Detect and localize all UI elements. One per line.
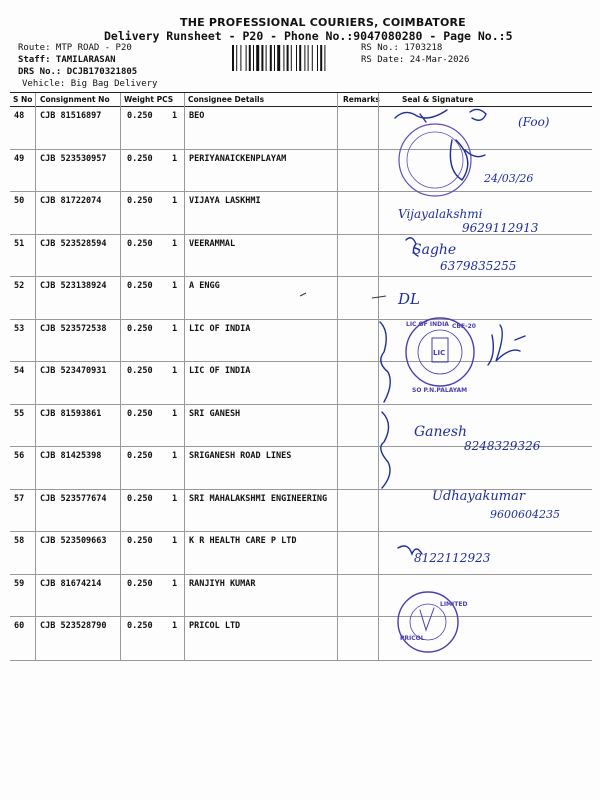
cell-consignee: LIC OF INDIA: [189, 366, 251, 376]
cell-consignment: CJB 81425398: [40, 451, 102, 461]
cell-consignment: CJB 523530957: [40, 153, 107, 164]
bracket-mark: [380, 322, 390, 402]
cell-consignee: SRI GANESH: [189, 408, 241, 419]
cell-consignee: A ENGG: [189, 281, 220, 291]
cell-sno: 52: [14, 281, 25, 291]
cell-consignment: CJB 523509663: [40, 536, 107, 546]
route-label: Route: MTP ROAD - P20: [18, 43, 132, 53]
cell-pcs: 1: [172, 366, 178, 376]
hand-sig-55: Ganesh: [414, 424, 468, 440]
cell-sno: 48: [14, 111, 25, 121]
col-header-remarks: Remarks: [343, 95, 380, 104]
col-header-sno: S No: [13, 95, 33, 104]
company-title: THE PROFESSIONAL COURIERS, COIMBATORE: [180, 16, 466, 29]
cell-consignment: CJB 523138924: [40, 281, 107, 291]
staff-label: Staff: TAMILARASAN: [18, 55, 116, 65]
hand-sig-50: Vijayalakshmi: [398, 207, 483, 221]
cell-pcs: 1: [172, 196, 178, 206]
hand-sig-57: Udhayakumar: [432, 489, 526, 504]
cell-consignment: CJB 523470931: [40, 366, 107, 376]
cell-consignee: PRICOL LTD: [189, 621, 241, 631]
cell-consignee: SRIGANESH ROAD LINES: [189, 451, 292, 461]
signature-scribble: [395, 109, 486, 122]
cell-sno: 51: [14, 238, 25, 249]
cell-sno: 53: [14, 323, 25, 334]
cell-consignee: K R HEALTH CARE P LTD: [189, 536, 297, 546]
runsheet-title: Delivery Runsheet - P20 - Phone No.:9047080280 - Page No.:5: [104, 29, 513, 43]
cell-pcs: 1: [172, 111, 178, 121]
cell-pcs: 1: [172, 493, 178, 504]
cell-weight: 0.250: [127, 536, 153, 546]
cell-consignee: PERIYANAICKENPLAYAM: [189, 153, 287, 164]
cell-consignee: LIC OF INDIA: [189, 323, 251, 334]
cell-sno: 49: [14, 153, 25, 164]
hand-phone-57: 9600604235: [490, 508, 560, 521]
hand-phone-50: 9629112913: [462, 221, 539, 235]
cell-consignee: VEERAMMAL: [189, 238, 236, 249]
cell-consignment: CJB 81593861: [40, 408, 102, 419]
col-header-seal: Seal & Signature: [402, 95, 474, 104]
cell-sno: 57: [14, 493, 25, 504]
cell-weight: 0.250: [127, 493, 153, 504]
cell-sno: 58: [14, 536, 25, 546]
hand-phone-58: 8122112923: [414, 551, 491, 565]
lic-stamp-logo: LIC: [433, 349, 446, 357]
cell-pcs: 1: [172, 153, 178, 164]
lic-stamp-text: LIC OF INDIA: [406, 321, 449, 328]
hand-phone-55: 8248329326: [464, 439, 541, 453]
col-header-weight-pcs: Weight PCS: [124, 95, 174, 104]
pricol-stamp-sub: PRICOL: [400, 635, 425, 642]
bank-stamp: [399, 124, 471, 196]
cell-weight: 0.250: [127, 323, 153, 334]
col-header-consignment: Consignment No: [40, 95, 110, 104]
vehicle-label: Vehicle: Big Bag Delivery: [22, 79, 158, 89]
cell-weight: 0.250: [127, 281, 153, 291]
cell-sno: 59: [14, 578, 25, 589]
cell-weight: 0.250: [127, 451, 153, 461]
rs-number: RS No.: 1703218: [361, 43, 443, 53]
rs-date: RS Date: 24-Mar-2026: [361, 55, 470, 65]
cell-sno: 60: [14, 621, 25, 631]
hand-sig-51: Saghe: [412, 242, 457, 258]
bracket-mark: [381, 412, 390, 488]
col-header-consignee: Consignee Details: [188, 95, 265, 104]
hand-note-48: (Foo): [518, 115, 550, 129]
cell-consignment: CJB 81516897: [40, 111, 102, 121]
cell-pcs: 1: [172, 578, 178, 589]
cell-sno: 50: [14, 196, 25, 206]
cell-weight: 0.250: [127, 408, 153, 419]
cell-pcs: 1: [172, 451, 178, 461]
cell-consignee: RANJIYH KUMAR: [189, 578, 256, 589]
lic-stamp-branch: CBE-20: [452, 323, 476, 330]
cell-weight: 0.250: [127, 366, 153, 376]
cell-weight: 0.250: [127, 621, 153, 631]
cell-weight: 0.250: [127, 196, 153, 206]
lic-stamp-sub: SO P.N.PALAYAM: [412, 387, 468, 394]
cell-consignment: CJB 523572538: [40, 323, 107, 334]
cell-pcs: 1: [172, 536, 178, 546]
drs-number: DRS No.: DCJB170321805: [18, 67, 138, 77]
cell-weight: 0.250: [127, 111, 153, 121]
cell-sno: 56: [14, 451, 25, 461]
remark-mark: [372, 296, 386, 298]
cell-sno: 54: [14, 366, 25, 376]
cell-pcs: 1: [172, 238, 178, 249]
cell-consignment: CJB 523528790: [40, 621, 107, 631]
cell-sno: 55: [14, 408, 25, 419]
cell-weight: 0.250: [127, 238, 153, 249]
cell-consignment: CJB 523577674: [40, 493, 107, 504]
hand-date-49: 24/03/26: [484, 172, 534, 185]
cell-consignee: SRI MAHALAKSHMI ENGINEERING: [189, 493, 328, 504]
remark-mark: [300, 293, 306, 296]
cell-consignment: CJB 523528594: [40, 238, 107, 249]
cell-weight: 0.250: [127, 153, 153, 164]
hand-phone-51: 6379835255: [440, 259, 517, 273]
cell-pcs: 1: [172, 323, 178, 334]
cell-consignee: BEO: [189, 111, 205, 121]
cell-consignment: CJB 81722074: [40, 196, 102, 206]
cell-pcs: 1: [172, 621, 178, 631]
cell-pcs: 1: [172, 408, 178, 419]
pricol-stamp-text: LIMITED: [440, 601, 468, 608]
cell-consignment: CJB 81674214: [40, 578, 102, 589]
cell-pcs: 1: [172, 281, 178, 291]
cell-weight: 0.250: [127, 578, 153, 589]
cell-consignee: VIJAYA LASKHMI: [189, 196, 261, 206]
hand-note-52: DL: [398, 290, 420, 308]
signature-scribble: [488, 325, 525, 365]
